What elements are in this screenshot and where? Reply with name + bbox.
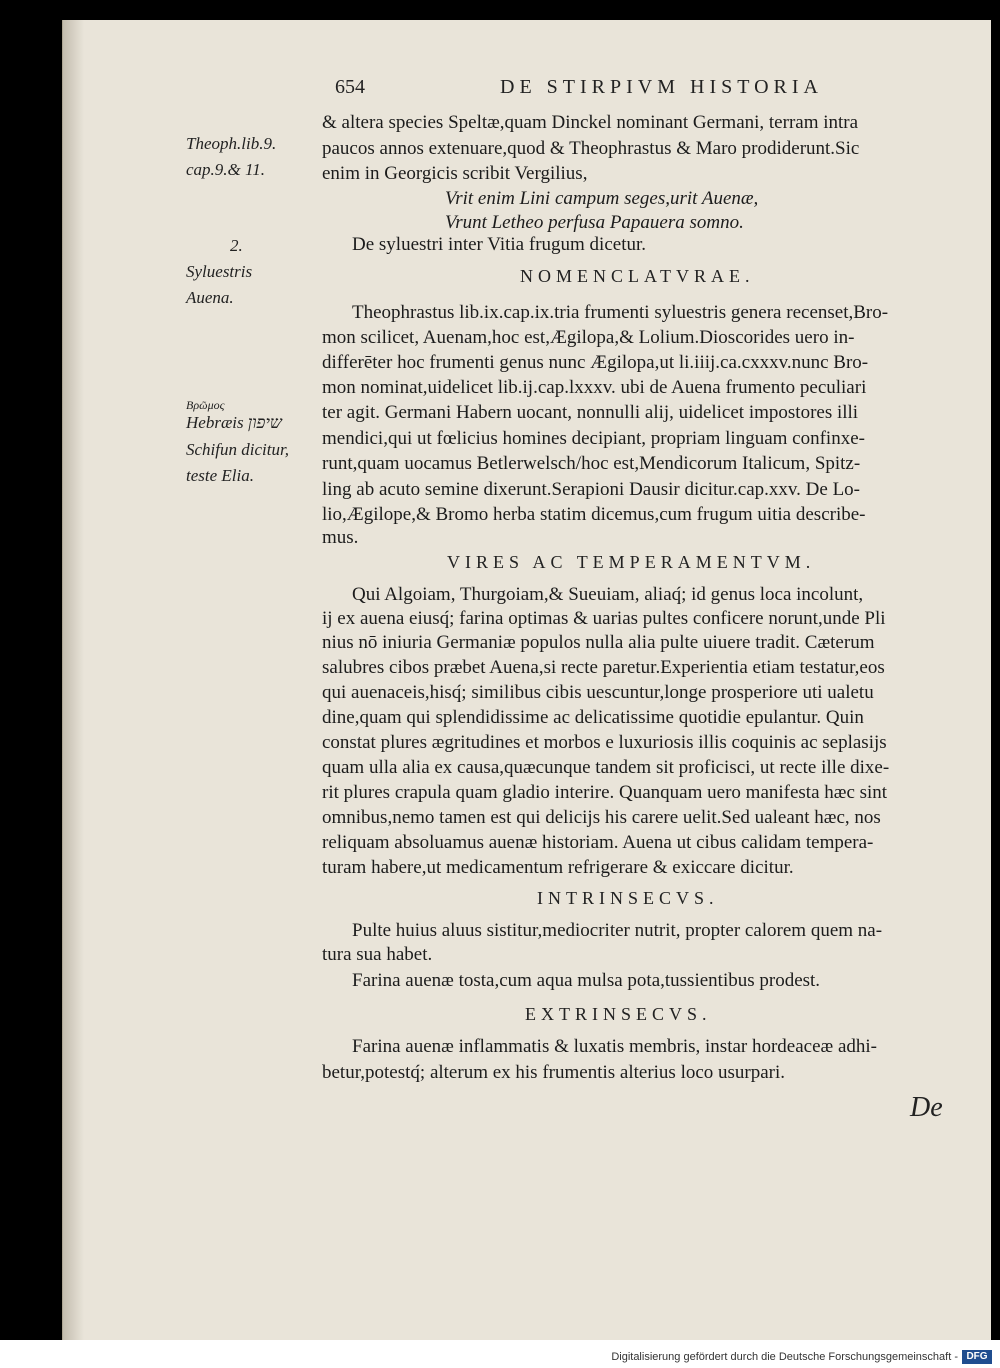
text-line: tura sua habet. [322, 944, 433, 965]
text-line: differēter hoc frumenti genus nunc Ægilopa,ut li.iiij.ca.cxxxv.nunc Bro- [322, 352, 869, 373]
catchword: De [910, 1092, 943, 1123]
text-line: ling ab acuto semine dixerunt.Serapioni Dausir dicitur.cap.xxv. De Lo- [322, 479, 861, 500]
text-line: mus. [322, 527, 359, 548]
margin-note-3-line2: Schifun dicitur, [186, 440, 289, 459]
margin-note-2-line1: Syluestris [186, 262, 253, 281]
text-line: quam ulla alia ex causa,quæcunque tandem sit proficisci, ut recte ille dixe- [322, 757, 890, 778]
text-line: paucos annos extenuare,quod & Theophrastus & Maro prodiderunt.Sic [322, 138, 860, 159]
section-heading-extrinsecus: EXTRINSECVS. [525, 1004, 712, 1024]
text-line: Farina auenæ inflammatis & luxatis membris, instar hordeaceæ adhi- [352, 1036, 878, 1057]
text-line: ij ex auena eiusq́; farina optimas & uarias pultes conficere norunt,unde Pli [322, 608, 886, 629]
text-line: lio,Ægilope,& Bromo herba statim dicemus,cum frugum uitia describe- [322, 504, 866, 525]
margin-note-3-greek: Βρῶμος [186, 398, 225, 412]
text-line: nius nō iniuria Germaniæ populos nulla alia pulte uiuere tradit. Cæterum [322, 632, 875, 653]
text-line: reliquam absoluamus auenæ historiam. Auena ut cibus calidam tempera- [322, 832, 874, 853]
text-line: omnibus,nemo tamen est qui delicijs his carere uelit.Sed ualeant hæc, nos [322, 807, 881, 828]
text-line: dine,quam qui splendidissime ac delicatissime quotidie epulantur. Quin [322, 707, 864, 728]
text-line: Pulte huius aluus sistitur,mediocriter nutrit, propter calorem quem na- [352, 920, 883, 941]
text-line: enim in Georgicis scribit Vergilius, [322, 163, 588, 184]
section-heading-vires: VIRES AC TEMPERAMENTVM. [447, 552, 816, 572]
section-heading-nomenclaturae: NOMENCLATVRAE. [520, 266, 755, 286]
text-line: qui auenaceis,hisq́; similibus cibis uescuntur,longe prosperiore uti ualetu [322, 682, 874, 703]
text-line: runt,quam uocamus Betlerwelsch/hoc est,Mendicorum Italicum, Spitz- [322, 453, 861, 474]
footer-text: Digitalisierung gefördert durch die Deutsche Forschungsgemeinschaft - [611, 1351, 958, 1363]
section-heading-intrinsecus: INTRINSECVS. [537, 888, 719, 908]
margin-note-3-line1: Hebræis שיפון [186, 413, 282, 432]
verse-line: Vrunt Letheo perfusa Papauera somno. [445, 212, 744, 233]
margin-note-3-line3: teste Elia. [186, 466, 254, 485]
margin-note-2-line2: Auena. [186, 288, 234, 307]
page-number: 654 [335, 76, 365, 98]
text-line: salubres cibos præbet Auena,si recte paretur.Experientia etiam testatur,eos [322, 657, 885, 678]
text-line: rit plures crapula quam gladio interire. Quanquam uero manifesta hæc sint [322, 782, 888, 803]
running-title: DE STIRPIVM HISTORIA [500, 76, 823, 98]
margin-note-2-num: 2. [230, 236, 243, 255]
text-line: constat plures ægritudines et morbos e luxuriosis illis coquinis ac seplasijs [322, 732, 887, 753]
text-line: mendici,qui ut fœlicius homines decipiant, propriam linguam confinxe- [322, 428, 865, 449]
text-line: ter agit. Germani Habern uocant, nonnulli alij, uidelicet impostores illi [322, 402, 859, 423]
gutter-shadow [62, 20, 84, 1340]
text-line: turam habere,ut medicamentum refrigerare & exiccare dicitur. [322, 857, 794, 878]
text-line: De syluestri inter Vitia frugum dicetur. [352, 234, 646, 255]
dfg-logo: DFG [962, 1350, 992, 1364]
verse-line: Vrit enim Lini campum seges,urit Auenæ, [445, 188, 759, 209]
text-line: betur,potestq́; alterum ex his frumentis alterius loco usurpari. [322, 1062, 786, 1083]
text-line: & altera species Speltæ,quam Dinckel nominant Germani, terram intra [322, 112, 859, 133]
text-line: mon scilicet, Auenam,hoc est,Ægilopa,& Lolium.Dioscorides uero in- [322, 327, 855, 348]
text-line: Qui Algoiam, Thurgoiam,& Sueuiam, aliaq́; id genus loca incolunt, [352, 584, 864, 605]
margin-note-1-line1: Theoph.lib.9. [186, 134, 277, 153]
text-line: mon nominat,uidelicet lib.ij.cap.lxxxv. ubi de Auena frumento peculiari [322, 377, 867, 398]
text-line: Theophrastus lib.ix.cap.ix.tria frumenti syluestris genera recenset,Bro- [352, 302, 889, 323]
margin-note-1-line2: cap.9.& 11. [186, 160, 266, 179]
text-line: Farina auenæ tosta,cum aqua mulsa pota,tussientibus prodest. [352, 970, 821, 991]
